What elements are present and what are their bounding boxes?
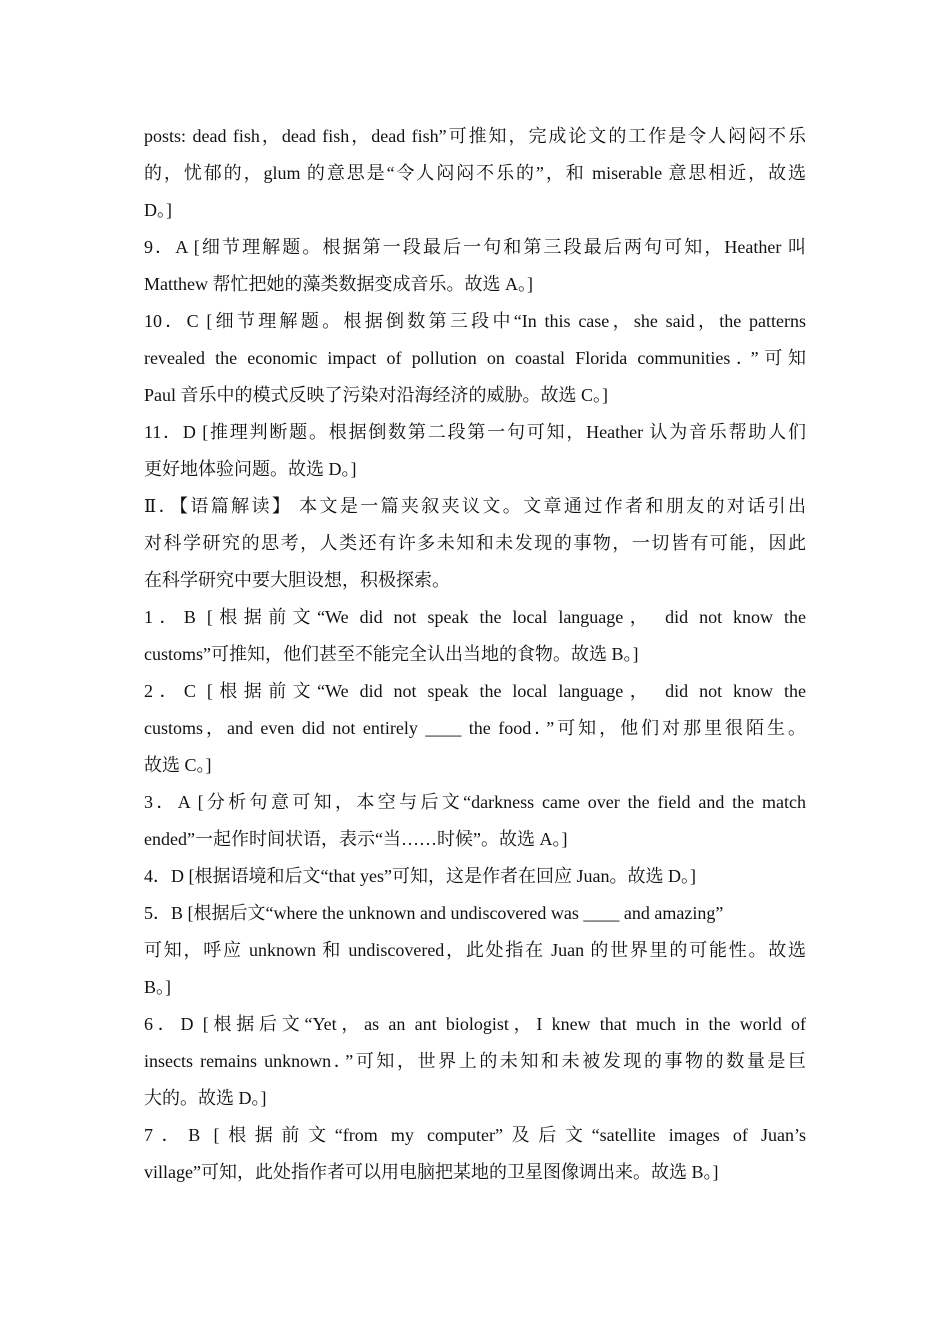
text-line: 的，忧郁的，glum 的意思是“令人闷闷不乐的”，和 miserable 意思相近，故选 [144,163,806,183]
text-line: B。] [144,977,171,997]
text-line: 1．B [根据前文“We did not speak the local language， did not know the [144,607,806,627]
text-line: 6．D [根据后文“Yet，as an ant biologist，I knew that much in the world of [144,1014,806,1034]
text-line: 4．D [根据语境和后文“that yes”可知，这是作者在回应 Juan。故选 D。] [144,866,696,886]
text-line: insects remains unknown．”可知，世界上的未知和未被发现的事物的数量是巨 [144,1051,806,1071]
text-line: 故选 C。] [144,755,212,775]
text-line: 3．A [分析句意可知，本空与后文“darkness came over the field and the match [144,792,806,812]
text-line: 大的。故选 D。] [144,1088,267,1108]
text-line: 在科学研究中要大胆设想，积极探索。 [144,570,450,590]
text-line: 7．B [根据前文“from my computer”及后文“satellite images of Juan’s [144,1125,806,1145]
text-line: 5．B [根据后文“where the unknown and undiscovered was ____ and amazing” [144,903,724,923]
text-line: Matthew 帮忙把她的藻类数据变成音乐。故选 A。] [144,274,533,294]
text-line: customs，and even did not entirely ____ the food．”可知，他们对那里很陌生。 [144,718,806,738]
text-line: ended”一起作时间状语，表示“当……时候”。故选 A。] [144,829,568,849]
text-line: 11．D [推理判断题。根据倒数第二段第一句可知，Heather 认为音乐帮助人们 [144,422,806,442]
text-line: 对科学研究的思考，人类还有许多未知和未发现的事物，一切皆有可能，因此 [144,533,806,553]
text-line: revealed the economic impact of pollution on coastal Florida communities．”可知 [144,348,806,368]
text-line: Paul 音乐中的模式反映了污染对沿海经济的威胁。故选 C。] [144,385,608,405]
text-line: 更好地体验问题。故选 D。] [144,459,357,479]
text-line: customs”可推知，他们甚至不能完全认出当地的食物。故选 B。] [144,644,639,664]
text-line: 9．A [细节理解题。根据第一段最后一句和第三段最后两句可知，Heather 叫 [144,237,806,257]
text-line: D。] [144,200,172,220]
answer-explanations [144,118,806,1191]
text-line: posts: dead fish，dead fish，dead fish”可推知，完成论文的工作是令人闷闷不乐 [144,126,806,146]
text-line: 可知，呼应 unknown 和 undiscovered，此处指在 Juan 的世界里的可能性。故选 [144,940,806,960]
text-line: Ⅱ．【语篇解读】 本文是一篇夹叙夹议文。文章通过作者和朋友的对话引出 [144,496,806,516]
text-line: 10．C [细节理解题。根据倒数第三段中“In this case，she said，the patterns [144,311,806,331]
text-line: 2．C [根据前文“We did not speak the local language， did not know the [144,681,806,701]
text-line: village”可知，此处指作者可以用电脑把某地的卫星图像调出来。故选 B。] [144,1162,719,1182]
